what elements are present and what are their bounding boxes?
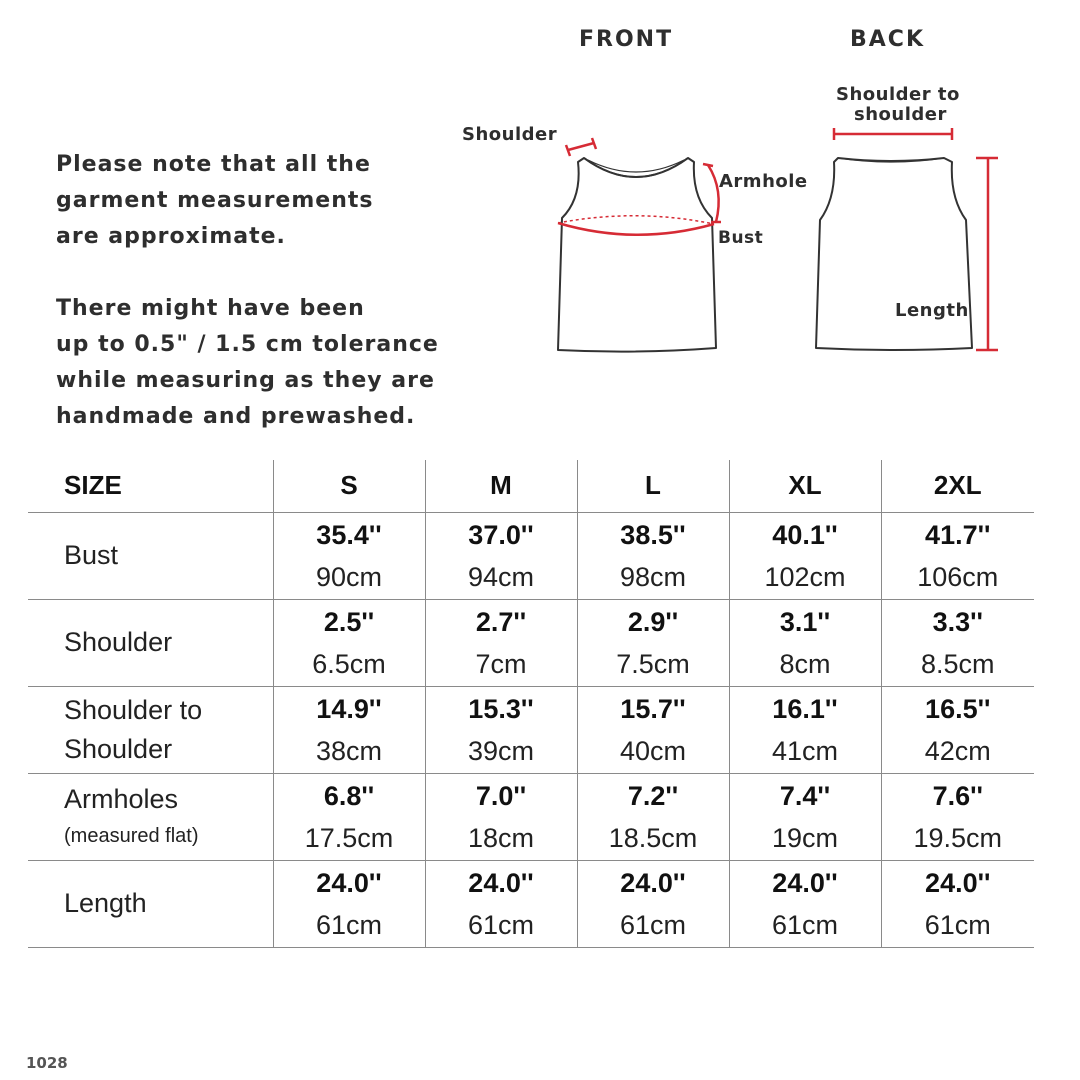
note-line: garment measurements — [56, 188, 374, 213]
table-cell — [577, 773, 729, 860]
table-cell — [425, 773, 577, 860]
value-cm: 90cm — [315, 561, 383, 592]
table-cell — [273, 599, 425, 686]
value-cm: 38cm — [315, 735, 383, 766]
value-cm: 6.5cm — [312, 648, 386, 679]
table-cell — [273, 686, 425, 773]
value-inches: 16.5'' — [925, 693, 991, 724]
table-cell — [425, 512, 577, 599]
note-line: handmade and prewashed. — [56, 404, 416, 429]
table-cell — [881, 512, 1034, 599]
table-cell — [273, 860, 425, 947]
size-chart-table — [28, 460, 1034, 948]
size-column-header: S — [273, 460, 425, 512]
value-cm: 19.5cm — [913, 822, 1003, 853]
value-inches: 6.8'' — [323, 780, 375, 811]
back-title: BACK — [850, 27, 925, 52]
value-inches: 15.7'' — [620, 693, 686, 724]
front-title: FRONT — [579, 27, 674, 52]
note-line: up to 0.5" / 1.5 cm tolerance — [56, 332, 439, 357]
value-inches: 37.0'' — [468, 519, 534, 550]
value-cm: 106cm — [917, 561, 999, 592]
value-cm: 94cm — [467, 561, 535, 592]
value-cm: 40cm — [619, 735, 687, 766]
value-cm: 61cm — [315, 909, 383, 940]
value-cm: 61cm — [619, 909, 687, 940]
table-row-length — [28, 860, 1034, 947]
value-inches: 2.9'' — [627, 606, 679, 637]
size-column-header: 2XL — [881, 460, 1034, 512]
value-cm: 98cm — [619, 561, 687, 592]
note-line: Please note that all the — [56, 152, 371, 177]
row-label — [28, 599, 273, 686]
value-inches: 7.4'' — [779, 780, 831, 811]
table-row-armholes — [28, 773, 1034, 860]
table-cell — [881, 860, 1034, 947]
size-column-header: M — [425, 460, 577, 512]
table-cell — [729, 512, 881, 599]
value-inches: 38.5'' — [620, 519, 686, 550]
value-cm: 8.5cm — [920, 648, 995, 679]
row-label — [28, 512, 273, 599]
armhole-label: Armhole — [719, 171, 808, 192]
row-label-text: Bust — [64, 540, 119, 570]
shoulder-to-shoulder-label-line2: shoulder — [854, 104, 947, 125]
value-cm: 7.5cm — [616, 648, 690, 679]
table-row-bust — [28, 512, 1034, 599]
value-inches: 35.4'' — [316, 519, 382, 550]
value-inches: 40.1'' — [772, 519, 838, 550]
table-cell — [881, 773, 1034, 860]
value-inches: 24.0'' — [316, 867, 382, 898]
value-inches: 24.0'' — [925, 867, 991, 898]
size-header: SIZE — [28, 460, 273, 512]
table-cell — [425, 686, 577, 773]
value-cm: 102cm — [764, 561, 846, 592]
value-inches: 7.2'' — [627, 780, 679, 811]
table-row-shoulder-to-shoulder — [28, 686, 1034, 773]
table-header-row — [28, 460, 1034, 512]
value-cm: 17.5cm — [304, 822, 394, 853]
value-inches: 3.1'' — [779, 606, 831, 637]
size-column-header: XL — [729, 460, 881, 512]
table-cell — [425, 599, 577, 686]
value-cm: 61cm — [467, 909, 535, 940]
value-inches: 7.6'' — [932, 780, 983, 811]
table-cell — [273, 773, 425, 860]
back-tank-top-drawing — [816, 158, 972, 350]
note-line: There might have been — [56, 296, 365, 321]
value-cm: 61cm — [771, 909, 839, 940]
shoulder-label: Shoulder — [462, 124, 558, 145]
note-line: while measuring as they are — [56, 368, 435, 393]
table-cell — [577, 599, 729, 686]
value-inches: 7.0'' — [475, 780, 527, 811]
value-inches: 15.3'' — [468, 693, 534, 724]
value-inches: 24.0'' — [620, 867, 686, 898]
value-cm: 41cm — [771, 735, 839, 766]
row-label — [28, 773, 273, 860]
length-label: Length — [895, 300, 969, 321]
note-line: are approximate. — [56, 224, 286, 249]
front-tank-top-drawing — [558, 158, 716, 352]
row-label — [28, 860, 273, 947]
value-inches: 24.0'' — [468, 867, 534, 898]
page-number: 1028 — [26, 1054, 68, 1072]
row-label-text-line2: Shoulder — [64, 733, 173, 764]
table-cell — [577, 512, 729, 599]
table-cell — [729, 686, 881, 773]
table-cell — [577, 860, 729, 947]
bust-label: Bust — [718, 228, 764, 248]
row-label — [28, 686, 273, 773]
garment-diagram — [0, 0, 1080, 460]
value-cm: 19cm — [771, 822, 839, 853]
value-cm: 39cm — [467, 735, 535, 766]
table-cell — [881, 599, 1034, 686]
value-inches: 2.5'' — [323, 606, 375, 637]
row-label-text: Length — [64, 888, 147, 918]
size-column-header: L — [577, 460, 729, 512]
table-cell — [729, 773, 881, 860]
value-inches: 24.0'' — [772, 867, 838, 898]
value-cm: 18cm — [467, 822, 535, 853]
value-cm: 18.5cm — [608, 822, 698, 853]
value-cm: 7cm — [475, 648, 527, 679]
value-inches: 3.3'' — [932, 606, 983, 637]
value-cm: 42cm — [924, 735, 991, 766]
table-cell — [729, 860, 881, 947]
row-label-text: Armholes — [64, 784, 179, 814]
row-label-text: Shoulder to — [64, 694, 203, 725]
value-inches: 16.1'' — [772, 693, 838, 724]
table-cell — [425, 860, 577, 947]
value-inches: 2.7'' — [475, 606, 527, 637]
table-cell — [273, 512, 425, 599]
row-label-subtext: (measured flat) — [64, 825, 199, 847]
table-cell — [577, 686, 729, 773]
table-row-shoulder — [28, 599, 1034, 686]
value-inches: 41.7'' — [925, 519, 991, 550]
table-cell — [729, 599, 881, 686]
table-cell — [881, 686, 1034, 773]
shoulder-to-shoulder-label-line1: Shoulder to — [836, 84, 960, 105]
row-label-text: Shoulder — [64, 627, 173, 657]
value-cm: 61cm — [924, 909, 991, 940]
value-inches: 14.9'' — [316, 693, 382, 724]
value-cm: 8cm — [779, 648, 831, 679]
